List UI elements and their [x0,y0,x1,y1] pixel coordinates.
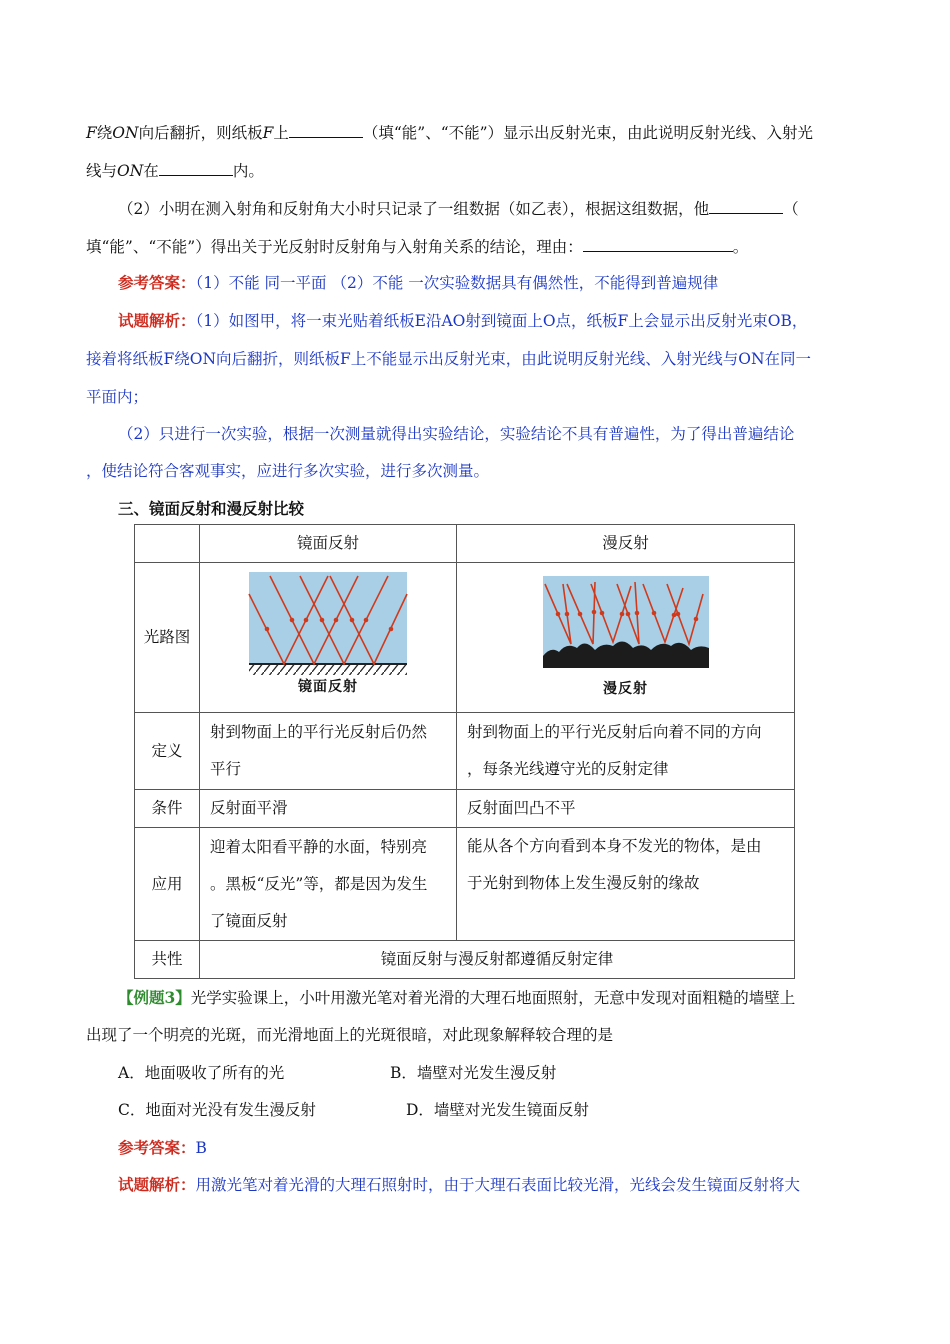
analysis-text: （1）如图甲，将一束光贴着纸板E沿AO射到镜面上O点，纸板F上会显示出反射光束OB， [195,312,808,330]
specular-diagram-cell [200,563,457,713]
answer-label: 参考答案： [118,1138,196,1157]
cell-text: ，每条光线遵守光的反射定律 [467,760,669,778]
row-label-common: 共性 [135,941,200,979]
specular-diagram [248,572,408,704]
fill-blank[interactable] [709,198,783,214]
specular-caption: 镜面反射 [298,678,358,695]
question-text: 光学实验课上，小叶用激光笔对着光滑的大理石地面照射，无意中发现对面粗糙的墙壁上 [190,989,796,1007]
cell-text: 了镜面反射 [210,911,288,930]
answer-label: 参考答案： [118,273,196,292]
text: （ [783,200,799,218]
q2-analysis-1 [118,311,807,331]
header-cell-specular: 镜面反射 [200,525,457,563]
cell-text: 。黑板“反光”等，都是因为发生 [210,874,428,893]
ex3-question-2: 出现了一个明亮的光斑，而光滑地面上的光斑很暗，对此现象解释较合理的是 [86,1026,614,1044]
diffuse-diagram [543,572,709,704]
var-on: ON [112,124,139,142]
text: （填“能”、“不能”）显示出反射光束，由此说明反射光线、入射光 [362,124,814,142]
cond-specular-cell: 反射面平滑 [200,790,457,828]
text: 线与 [86,162,118,180]
text: 上 [273,124,289,142]
text: 向后翻折，则纸板 [138,124,263,142]
diffuse-diagram-cell [457,563,795,713]
cell-text: 能从各个方向看到本身不发光的物体，是由 [467,837,762,855]
cell-text: 平行 [210,760,242,778]
row-label-diagram: 光路图 [135,563,200,713]
fill-blank[interactable] [583,236,733,252]
var-f: F [262,124,274,142]
row-label-application: 应用 [135,828,200,941]
cell-text: 于光射到物体上发生漫反射的缘故 [467,874,700,892]
cell-text: 射到物面上的平行光反射后向着不同的方向 [467,723,762,741]
app-specular-cell [200,828,457,941]
table-row [135,941,795,979]
q2-part2-line-1 [118,198,799,219]
fill-blank[interactable] [159,160,233,176]
analysis-label: 试题解析： [118,1175,196,1194]
text: 。 [732,238,749,256]
cell-text: 射到物面上的平行光反射后仍然 [210,723,428,741]
cond-diffuse-cell: 反射面凹凸不平 [457,790,795,828]
example-tag: 【例题3】 [118,988,191,1007]
table-row [135,563,795,713]
text: （2）小明在测入射角和反射角大小时只记录了一组数据（如乙表），根据这组数据，他 [118,200,710,218]
analysis-label: 试题解析： [118,311,196,330]
row-label-definition: 定义 [135,713,200,790]
fill-blank[interactable] [289,122,363,138]
option-b[interactable]: B．墙壁对光发生漫反射 [390,1064,557,1082]
def-diffuse-cell [457,713,795,790]
option-a[interactable]: A．地面吸收了所有的光 [118,1064,285,1082]
table-row [135,525,795,563]
var-f: F [86,124,97,142]
table-row [135,828,795,941]
cell-text: 迎着太阳看平静的水面，特别亮 [210,837,428,856]
def-specular-cell [200,713,457,790]
header-cell-diffuse: 漫反射 [457,525,795,563]
q2-analysis-5: ，使结论符合客观事实，应进行多次实验，进行多次测量。 [86,462,490,480]
q2-line-1 [86,122,813,143]
q2-part2-line-2 [86,236,748,257]
ex3-analysis [118,1175,800,1195]
text: 绕 [96,124,113,142]
diffuse-caption: 漫反射 [603,680,648,697]
q2-line-2 [86,160,264,181]
app-diffuse-cell [457,828,795,941]
common-cell: 镜面反射与漫反射都遵循反射定律 [200,941,795,979]
text: 内。 [232,162,264,180]
table-row [135,790,795,828]
text: 填“能”、“不能”）得出关于光反射时反射角与入射角关系的结论，理由： [86,238,583,256]
answer-text: B [195,1139,207,1157]
comparison-table [134,524,795,979]
section-title: 三、镜面反射和漫反射比较 [118,499,305,518]
option-c[interactable]: C．地面对光没有发生漫反射 [118,1101,316,1119]
q2-analysis-2: 接着将纸板F绕ON向后翻折，则纸板F上不能显示出反射光束，由此说明反射光线、入射光线与ON在同一 [86,350,812,368]
option-d[interactable]: D．墙壁对光发生镜面反射 [406,1101,589,1119]
ex3-question-1 [118,988,795,1008]
row-label-condition: 条件 [135,790,200,828]
ex3-answer [118,1138,207,1158]
text: 在 [143,162,159,180]
q2-answer [118,273,718,293]
q2-analysis-4: （2）只进行一次实验，根据一次测量就得出实验结论，实验结论不具有普遍性，为了得出普遍结论 [118,425,795,443]
table-row [135,713,795,790]
header-cell-empty [135,525,200,563]
answer-text: （1）不能 同一平面 （2）不能 一次实验数据具有偶然性，不能得到普遍规律 [195,274,719,292]
analysis-text: 用激光笔对着光滑的大理石照射时，由于大理石表面比较光滑，光线会发生镜面反射将大 [195,1176,801,1194]
q2-analysis-3: 平面内； [86,388,149,406]
var-on: ON [117,162,144,180]
